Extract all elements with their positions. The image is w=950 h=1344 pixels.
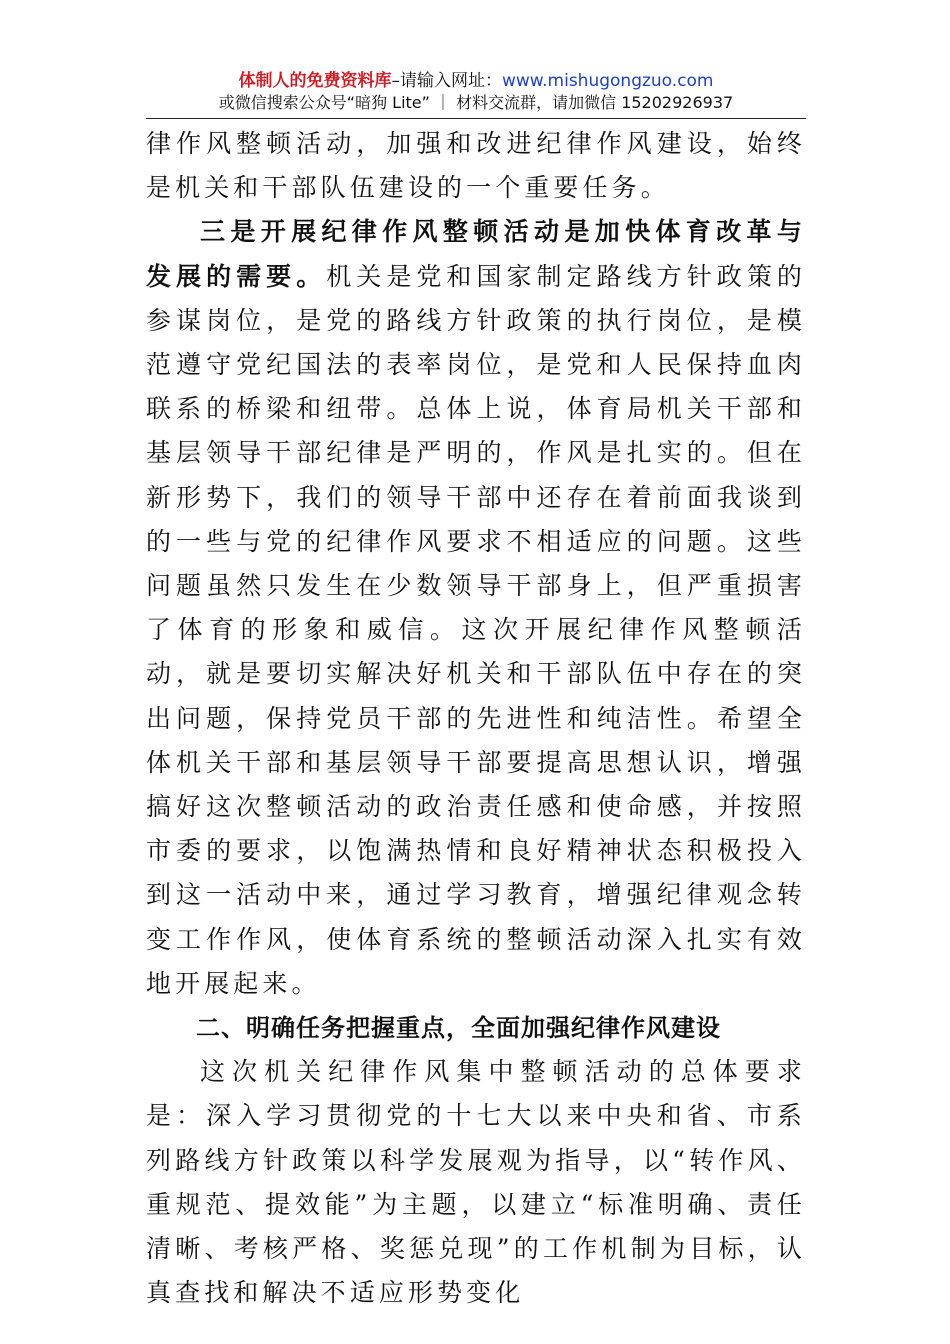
header-divider xyxy=(146,118,806,119)
document-body xyxy=(146,122,806,1315)
paragraph-1: 律作风整顿活动，加强和改进纪律作风建设，始终是机关和干部队伍建设的一个重要任务。 xyxy=(146,129,806,203)
paragraph-2-lead: 三是开展纪律作风整顿活动是加快体育改革与发展的需要。 xyxy=(146,217,806,291)
paragraph-3: 这次机关纪律作风集中整顿活动的总体要求是：深入学习贯彻党的十七大以来中央和省、市系列路线方针政策以科学发展观为指导，以“转作风、重规范、提效能”为主题，以建立“标准明确、责任清晰、考核严格、奖惩兑现”的工作机制为目标，认真查找和解决不适应形势变化 xyxy=(146,1057,806,1308)
wechat-info: 或微信搜索公众号“暗狗 Lite” ｜ 材料交流群，请加微信 15202926937 xyxy=(218,93,734,112)
page-header xyxy=(146,70,806,114)
section-heading-2: 二、明确任务把握重点，全面加强纪律作风建设 xyxy=(196,1014,721,1043)
website-link[interactable]: www.mishugongzuo.com xyxy=(501,71,714,91)
paragraph-2-text: 机关是党和国家制定路线方针政策的参谋岗位，是党的路线方针政策的执行岗位，是模范遵守党纪国法的表率岗位，是党和人民保持血肉联系的桥梁和纽带。总体上说，体育局机关干部和基层领导干部纪律是严明的，作风是扎实的。但在新形势下，我们的领导干部中还存在着前面我谈到的一些与党的纪律作风要求不相适应的问题。这些问题虽然只发生在少数领导干部身上，但严重损害了体育的形象和威信。这次开展纪律作风整顿活动，就是要切实解决好机关和干部队伍中存在的突出问题，保持党员干部的先进性和纯洁性。希望全体机关干部和基层领导干部要提高思想认识，增强搞好这次整顿活动的政治责任感和使命感，并按照市委的要求，以饱满热情和良好精神状态积极投入到这一活动中来，通过学习教育，增强纪律观念转变工作作风，使体育系统的整顿活动深入扎实有效地开展起来。 xyxy=(146,261,806,998)
url-prompt: –请输入网址： xyxy=(391,71,502,91)
header-line-1 xyxy=(146,70,806,92)
paragraph-2 xyxy=(146,210,806,1006)
brand-title: 体制人的免费资料库 xyxy=(238,71,392,91)
